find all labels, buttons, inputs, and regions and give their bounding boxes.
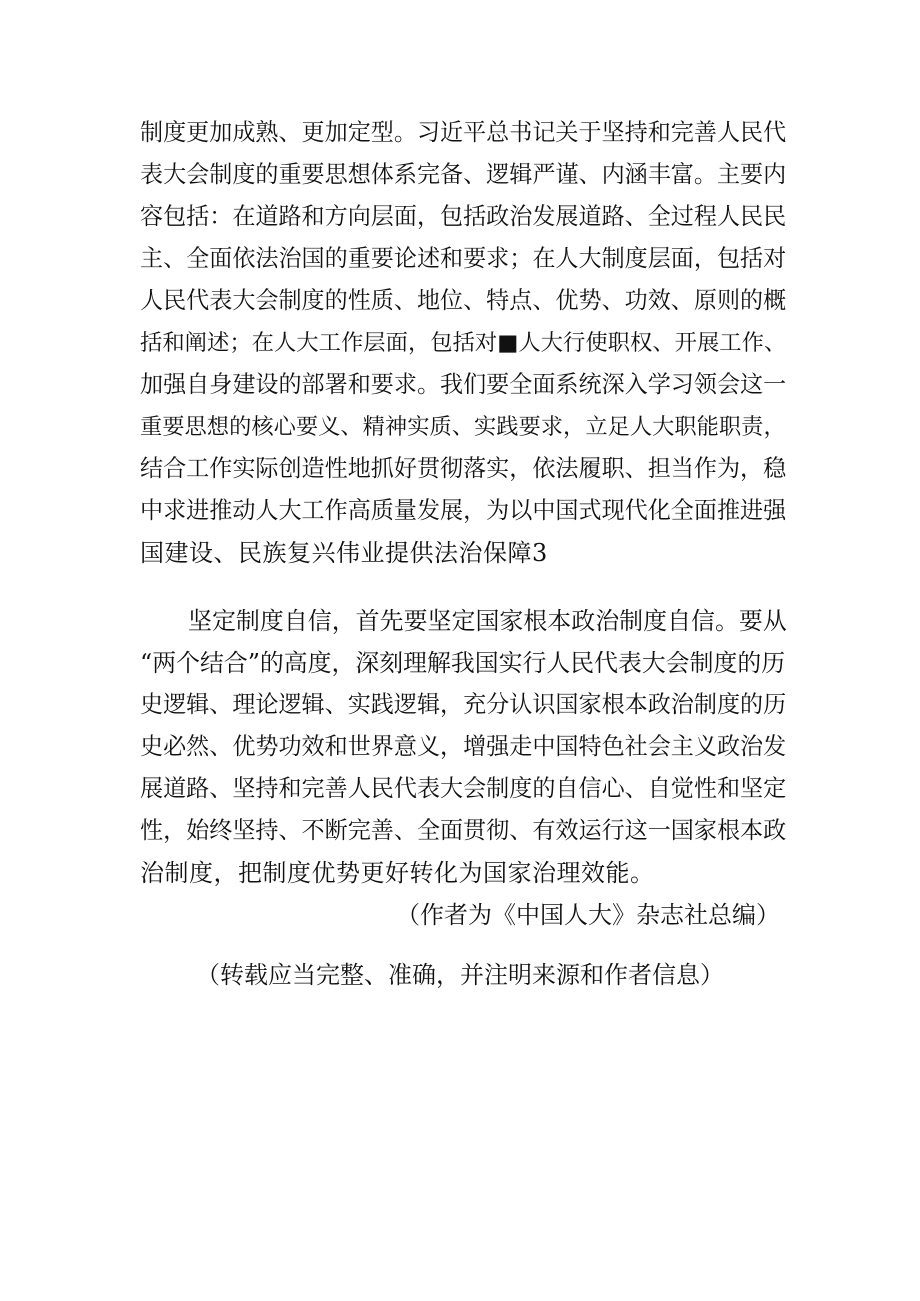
- text-line: “两个结合”的高度，深刻理解我国实行人民代表大会制度的历: [140, 649, 786, 677]
- paragraph-2: [140, 600, 800, 894]
- text-line: 治制度，把制度优势更好转化为国家治理效能。: [140, 859, 655, 887]
- text-line: 主、全面依法治国的重要论述和要求；在人大制度层面，包括对: [140, 246, 787, 272]
- text-line: 容包括：在道路和方向层面，包括政治发展道路、全过程人民民: [140, 204, 787, 230]
- author-byline: （作者为《中国人大》杂志社总编）: [396, 901, 780, 929]
- text-line: 中求进推动人大工作高质量发展，为以中国式现代化全面推进强: [140, 498, 787, 524]
- paragraph-1: [140, 112, 800, 574]
- text-line: 性，始终坚持、不断完善、全面贯彻、有效运行这一国家根本政: [140, 818, 787, 844]
- text-line: 人民代表大会制度的性质、地位、特点、优势、功效、原则的概: [140, 288, 787, 314]
- text-line: 国建设、民族复兴伟业提供法治保障3: [140, 539, 548, 567]
- text-line: 坚定制度自信，首先要坚定国家根本政治制度自信。要从: [188, 607, 787, 635]
- reprint-notice: （转载应当完整、准确，并注明来源和作者信息）: [196, 961, 724, 989]
- text-line: 史逻辑、理论逻辑、实践逻辑，充分认识国家根本政治制度的历: [140, 692, 787, 718]
- text-line: 展道路、坚持和完善人民代表大会制度的自信心、自觉性和坚定: [140, 776, 787, 802]
- text-line: 加强自身建设的部署和要求。我们要全面系统深入学习领会这一: [140, 372, 787, 398]
- text-line: 制度更加成熟、更加定型。习近平总书记关于坚持和完善人民代: [140, 120, 787, 146]
- text-line: 表大会制度的重要思想体系完备、逻辑严谨、内涵丰富。主要内: [140, 162, 787, 188]
- text-line: 史必然、优势功效和世界意义，增强走中国特色社会主义政治发: [140, 734, 787, 760]
- text-line: 重要思想的核心要义、精神实质、实践要求，立足人大职能职责，: [140, 414, 786, 440]
- text-line: 结合工作实际创造性地抓好贯彻落实，依法履职、担当作为，稳: [140, 456, 787, 482]
- text-line: 括和阐述；在人大工作层面，包括对■人大行使职权、开展工作、: [140, 330, 787, 356]
